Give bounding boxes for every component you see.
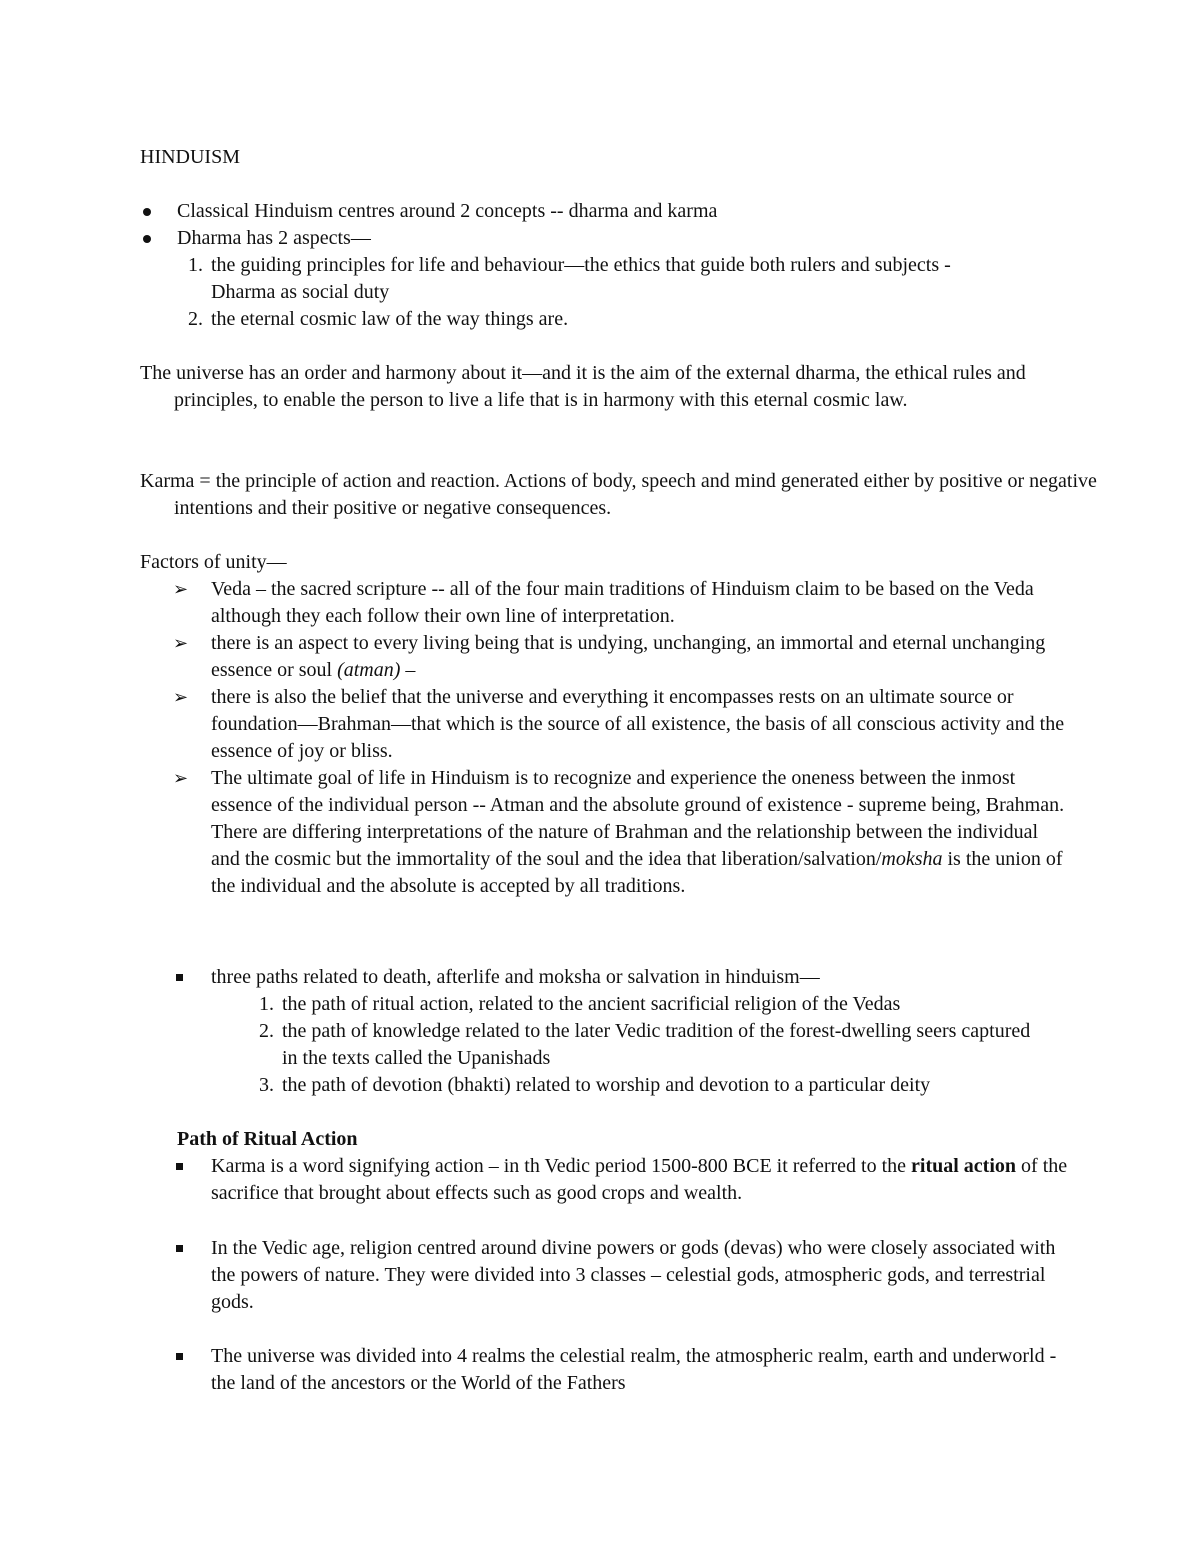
section-heading: Path of Ritual Action [177, 1128, 358, 1150]
list-item: ➢ there is an aspect to every living being that is undying, unchanging, an immortal and eternal unchanging essence or soul (atman) – [173, 632, 1046, 681]
factors-list [173, 576, 1071, 900]
square-bullet-icon [176, 974, 183, 981]
ritual-list-3 [211, 1343, 1071, 1397]
intro-bullet-list [177, 198, 1057, 252]
list-item: Karma is a word signifying action – in th Vedic period 1500-800 BCE it referred to the ritual action of the sacrifice that brought about effects such as good crops and wealth. [211, 1153, 1071, 1207]
list-item: ➢ there is also the belief that the universe and everything it encompasses rests on an ultimate source or foundation—Brahman—that which is the source of all existence, the basis of all conscious activity and the essence of joy or bliss. [173, 686, 1065, 762]
list-item: 2. the path of knowledge related to the later Vedic tradition of the forest-dwelling seers captured in the texts called the Upanishads [259, 1020, 1031, 1069]
list-item: Classical Hinduism centres around 2 concepts -- dharma and karma [177, 198, 1057, 225]
dharma-aspects-list [188, 252, 1011, 333]
ritual-list [211, 1153, 1071, 1207]
universe-paragraph: The universe has an order and harmony about it—and it is the aim of the external dharma, the ethical rules and principles, to enable the person to live a life that is in harmony with this eternal cosmic law. [140, 362, 1026, 411]
bullet-icon [143, 235, 151, 243]
list-item: 3. the path of devotion (bhakti) related to worship and devotion to a particular deity [259, 1074, 931, 1096]
list-item: ➢ Veda – the sacred scripture -- all of the four main traditions of Hinduism claim to be based on the Veda although they each follow their own line of interpretation. [173, 578, 1034, 627]
list-item: 1. the path of ritual action, related to the ancient sacrificial religion of the Vedas [259, 993, 901, 1015]
bullet-icon [143, 208, 151, 216]
karma-paragraph: Karma = the principle of action and reaction. Actions of body, speech and mind generated either by positive or negative intentions and their positive or negative consequences. [140, 470, 1097, 519]
document-title: HINDUISM [140, 146, 240, 168]
list-item: In the Vedic age, religion centred around divine powers or gods (devas) who were closely associated with the powers of nature. They were divided into 3 classes – celestial gods, atmospheric gods, and terrestrial gods. [211, 1235, 1071, 1316]
paths-numbered-list [259, 991, 1042, 1099]
factors-label: Factors of unity— [140, 551, 287, 573]
arrow-bullet-icon: ➢ [173, 687, 189, 708]
list-item: Dharma has 2 aspects— [177, 225, 1057, 252]
list-item: 1. the guiding principles for life and behaviour—the ethics that guide both rulers and subjects - Dharma as social duty [188, 254, 951, 303]
ritual-list-2 [211, 1235, 1071, 1316]
square-bullet-icon [176, 1353, 183, 1360]
square-bullet-icon [176, 1163, 183, 1170]
paths-list [211, 964, 1071, 991]
list-item: 2. the eternal cosmic law of the way things are. [188, 308, 569, 330]
list-item: The universe was divided into 4 realms the celestial realm, the atmospheric realm, earth and underworld - the land of the ancestors or the World of the Fathers [211, 1343, 1071, 1397]
arrow-bullet-icon: ➢ [173, 768, 189, 789]
square-bullet-icon [176, 1245, 183, 1252]
arrow-bullet-icon: ➢ [173, 579, 189, 600]
arrow-bullet-icon: ➢ [173, 633, 189, 654]
list-item: ➢ The ultimate goal of life in Hinduism is to recognize and experience the oneness between the inmost essence of the individual person -- Atman and the absolute ground of existence - supreme being, Brahman. There are differing interpretations of the nature of Brahman and the relationship between the individual and the cosmic but the immortality of the soul and the idea that liberation/salvation/moksha is the union of the individual and the absolute is accepted by all traditions. [173, 767, 1065, 897]
list-item: three paths related to death, afterlife and moksha or salvation in hinduism— [211, 964, 1071, 991]
